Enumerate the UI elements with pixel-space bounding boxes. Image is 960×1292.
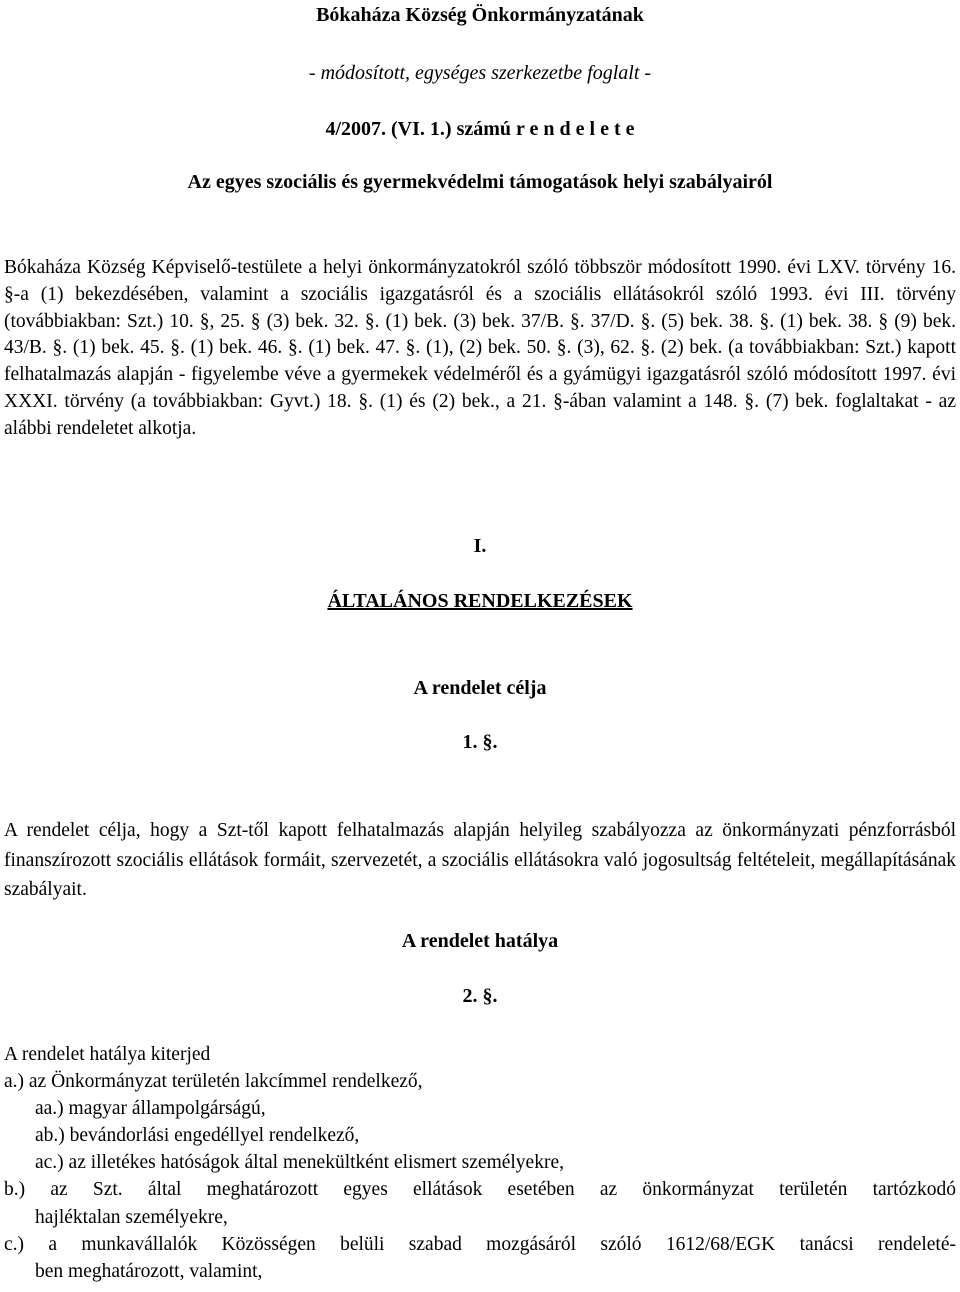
list-item: b.) az Szt. által meghatározott egyes ellátások esetében az önkormányzat területén tartózkodó [4,1179,956,1201]
list-item-continuation: hajléktalan személyekre, [35,1206,228,1228]
issuer-heading: Bókaháza Község Önkormányzatának [316,4,644,26]
purpose-paragraph: A rendelet célja, hogy a Szt-től kapott felhatalmazás alapján helyileg szabályozza az önkormányzati pénzforrásból finanszírozott szociális ellátások formáit, szervezetét, a szociális ellátásokra való jogosultság feltételeit, megállapításának szabályait. [4,820,956,900]
list-item-continuation: ben meghatározott, valamint, [35,1260,263,1282]
effect-title: A rendelet hatálya [401,930,559,952]
preamble-paragraph: Bókaháza Község Képviselő-testülete a helyi önkormányzatokról szóló többször módosított 1990. évi LXV. törvény 16. §-a (1) bekezdésében, valamint a szociális igazgatásról és a szociális ellátásokról szóló 1993. évi III. törvény (továbbiakban: Szt.) 10. §, 25. § (3) bek. 32. §. (1) bek. (3) bek. 37/B. §. 37/D. §. (5) bek. 38. §. (1) bek. 38. § (9) bek. 43/B. §. (1) bek. 45. §. (1) bek. 46. §. (1) bek. 47. §. (1), (2) bek. 50. §. (3), 62. §. (2) bek. (a továbbiakban: Szt.) kapott felhatalmazás alapján - figyelembe véve a gyermekek védelméről és a gyámügyi igazgatásról szóló módosított 1997. évi XXXI. törvény (a továbbiakban: Gyvt.) 18. §. (1) és (2) bek., a 21. §-ában valamint a 148. §. (7) bek. foglaltakat - az alábbi rendeletet alkotja. [4,257,956,439]
purpose-section-number: 1. §. [462,731,498,753]
effect-list [4,1041,956,1285]
list-item: c.) a munkavállalók Közösségen belüli szabad mozgásáról szóló 1612/68/EGK tanácsi rendeleté- [4,1233,956,1255]
effect-intro: A rendelet hatálya kiterjed [4,1044,211,1065]
decree-title: Az egyes szociális és gyermekvédelmi támogatások helyi szabályairól [187,171,773,193]
list-item: ab.) bevándorlási engedéllyel rendelkező, [35,1125,360,1147]
purpose-title: A rendelet célja [413,677,547,699]
subtitle: - módosított, egységes szerkezetbe foglalt - [308,62,652,84]
decree-number: 4/2007. (VI. 1.) számú r e n d e l e t e [325,118,635,140]
list-item: a.) az Önkormányzat területén lakcímmel rendelkező, [4,1071,423,1093]
list-item: ac.) az illetékes hatóságok által menekültként elismert személyekre, [35,1152,564,1174]
section-roman-numeral: I. [473,535,487,557]
section-heading: ÁLTALÁNOS RENDELKEZÉSEK [327,590,633,612]
list-item: aa.) magyar állampolgárságú, [35,1098,266,1120]
effect-section-number: 2. §. [462,985,498,1007]
